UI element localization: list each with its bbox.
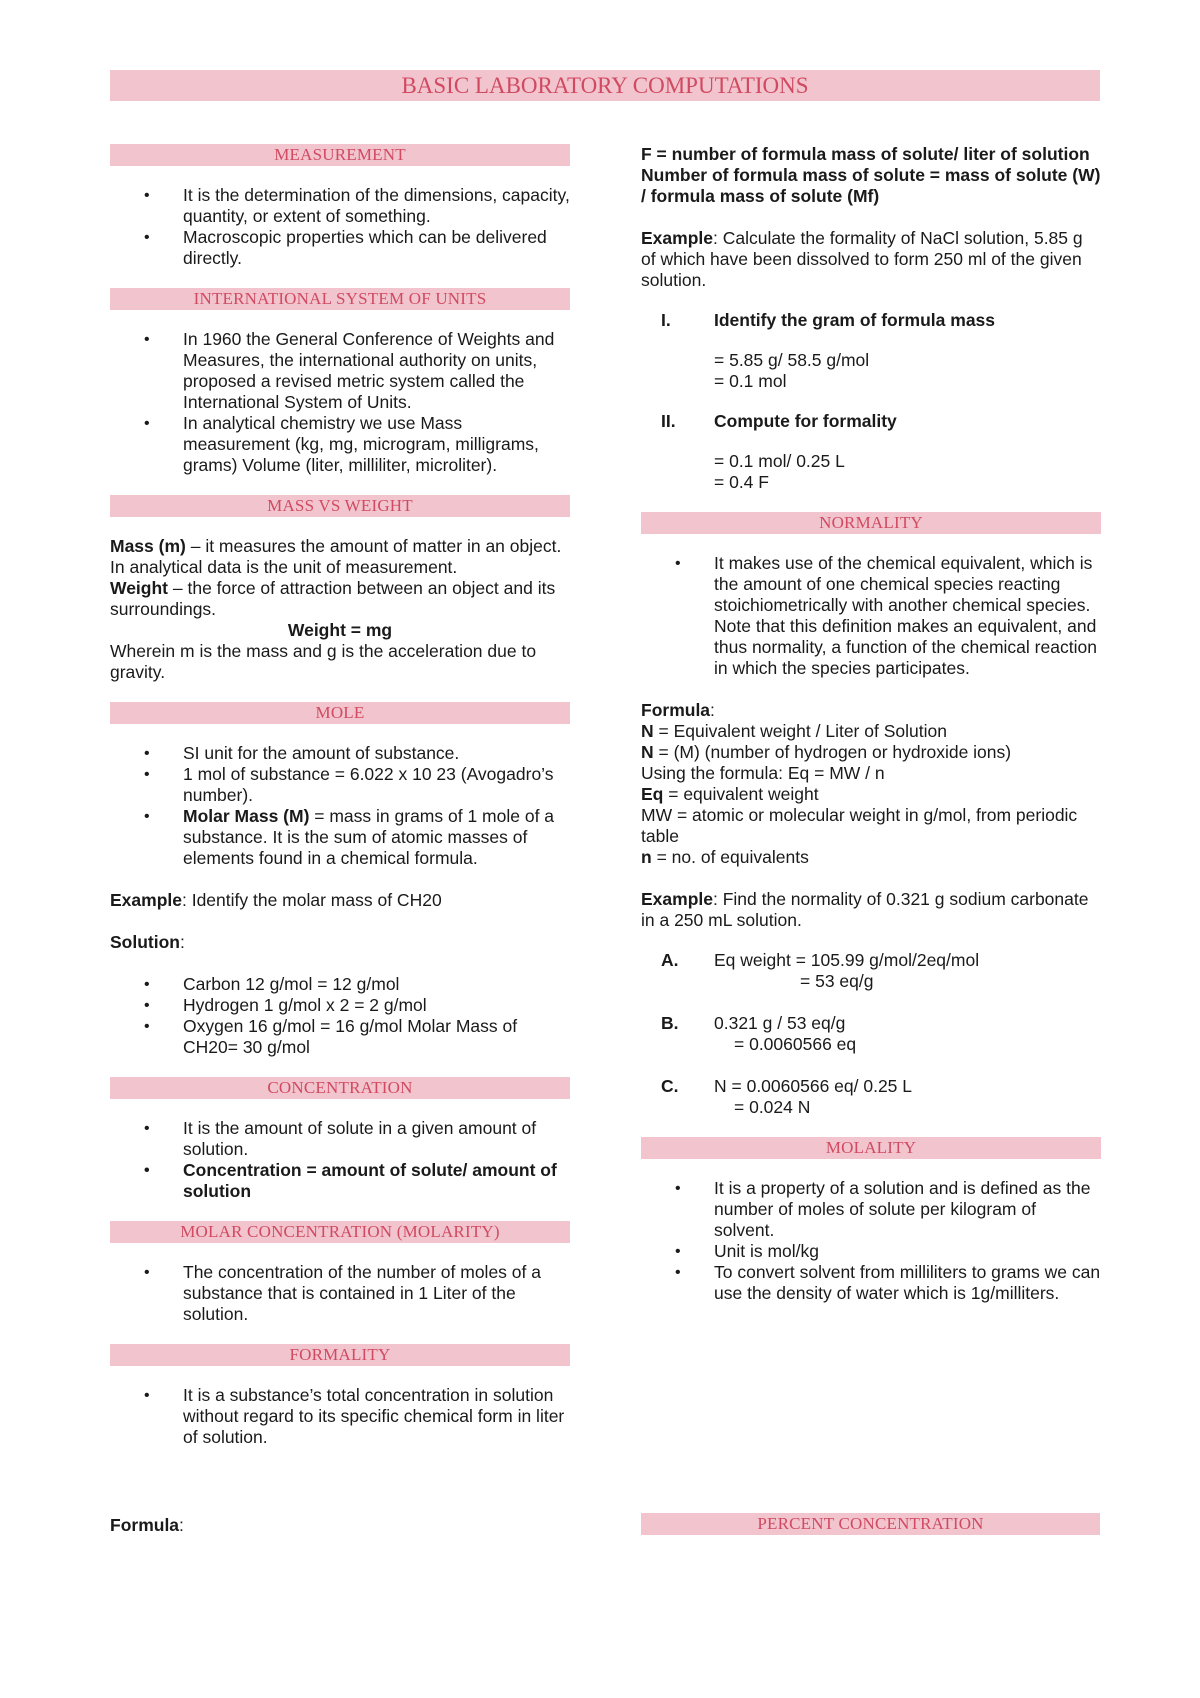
mole-solution-list (110, 974, 570, 1058)
example-label: Example (110, 890, 182, 910)
variable-label: N (641, 742, 654, 762)
list-item: • To convert solvent from milliliters to grams we can use the density of water which is 1g/milliters. (714, 1262, 1101, 1304)
variable-label: Eq (641, 784, 664, 804)
formula-text: = Equivalent weight / Liter of Solution (653, 721, 947, 741)
normality-formula-line (641, 721, 1101, 742)
molar-mass-label: Molar Mass (M) (183, 806, 310, 826)
weight-note: Wherein m is the mass and g is the acceleration due to gravity. (110, 641, 537, 682)
variable-label: n (641, 847, 652, 867)
weight-definition (110, 578, 570, 620)
formality-formula-line: Number of formula mass of solute = mass of solute (W) / formula mass of solute (Mf) (641, 165, 1101, 206)
list-item: • Oxygen 16 g/mol = 16 g/mol Molar Mass of CH20= 30 g/mol (183, 1016, 570, 1058)
step-number: B. (661, 1013, 679, 1033)
weight-text: – the force of attraction between an object and its surroundings. (110, 578, 556, 619)
step-line: = 0.0060566 eq (734, 1034, 857, 1054)
list-item: • SI unit for the amount of substance. (183, 743, 570, 764)
normality-step-a (641, 950, 1101, 992)
normality-list (641, 553, 1101, 679)
step-line: = 53 eq/g (800, 971, 874, 991)
formality-step-2 (641, 411, 1101, 493)
formula-text: = equivalent weight (663, 784, 819, 804)
normality-example (641, 889, 1101, 931)
section-heading-percent-concentration: PERCENT CONCENTRATION (641, 1513, 1100, 1535)
step-line: = 0.1 mol/ 0.25 L (714, 451, 845, 471)
example-text: : Find the normality of 0.321 g sodium carbonate in a 250 mL solution. (641, 889, 1089, 930)
formality-step-1 (641, 310, 1101, 392)
list-item: • Hydrogen 1 g/mol x 2 = 2 g/mol (183, 995, 570, 1016)
list-item: • It is a property of a solution and is defined as the number of moles of solute per kilogram of solvent. (714, 1178, 1101, 1241)
section-heading-concentration: CONCENTRATION (110, 1077, 570, 1099)
section-heading-molality: MOLALITY (641, 1137, 1101, 1159)
mass-definition (110, 536, 570, 578)
formality-formula-line: F = number of formula mass of solute/ liter of solution (641, 144, 1090, 164)
section-heading-formality: FORMALITY (110, 1344, 570, 1366)
mass-text: – it measures the amount of matter in an object. In analytical data is the unit of measurement. (110, 536, 562, 577)
mole-example (110, 890, 570, 911)
formula-label: Formula (110, 1515, 180, 1535)
section-heading-mole: MOLE (110, 702, 570, 724)
list-item: • Macroscopic properties which can be delivered directly. (183, 227, 570, 269)
normality-formula-line (641, 784, 1101, 805)
list-item: • 1 mol of substance = 6.022 x 10 23 (Avogadro’s number). (183, 764, 570, 806)
normality-formula-line (641, 742, 1101, 763)
step-title: Identify the gram of formula mass (714, 310, 996, 330)
mole-solution-heading (110, 932, 570, 953)
list-item: • Unit is mol/kg (714, 1241, 1101, 1262)
formula-colon: : (179, 1515, 184, 1535)
page-title: BASIC LABORATORY COMPUTATIONS (110, 70, 1100, 101)
section-heading-mass-vs-weight: MASS VS WEIGHT (110, 495, 570, 517)
normality-formula-heading (641, 700, 1101, 721)
list-item: • In analytical chemistry we use Mass measurement (kg, mg, microgram, milligrams, grams) Volume (liter, milliliter, microliter). (183, 413, 570, 476)
formality-list (110, 1385, 570, 1448)
molarity-list (110, 1262, 570, 1325)
example-text: : Identify the molar mass of CH20 (181, 890, 442, 910)
weight-equation: Weight = mg (287, 620, 393, 640)
formula-text: = (M) (number of hydrogen or hydroxide ions) (653, 742, 1012, 762)
step-line: = 5.85 g/ 58.5 g/mol (714, 350, 870, 370)
formality-formula-heading (110, 1515, 184, 1536)
step-number: II. (661, 411, 676, 431)
mass-label: Mass (m) (110, 536, 186, 556)
step-number: A. (661, 950, 679, 970)
step-line: = 0.1 mol (714, 371, 787, 391)
mole-list (110, 743, 570, 869)
example-label: Example (641, 889, 713, 909)
list-item: • It is the amount of solute in a given amount of solution. (183, 1118, 570, 1160)
list-item: • It makes use of the chemical equivalent, which is the amount of one chemical species reacting stoichiometrically with another chemical species. Note that this definition makes an equivalent, and thus normality, a function of the chemical reaction in which the species participates. (714, 553, 1101, 679)
list-item: • In 1960 the General Conference of Weights and Measures, the international authority on units, proposed a revised metric system called the International System of Units. (183, 329, 570, 413)
section-heading-molarity: MOLAR CONCENTRATION (MOLARITY) (110, 1221, 570, 1243)
molality-list (641, 1178, 1101, 1304)
normality-step-c (641, 1076, 1101, 1118)
list-item: • It is a substance’s total concentration in solution without regard to its specific chemical form in liter of solution. (183, 1385, 570, 1448)
step-line: = 0.4 F (714, 472, 769, 492)
si-units-list (110, 329, 570, 476)
example-label: Example (641, 228, 713, 248)
variable-label: N (641, 721, 654, 741)
step-line: N = 0.0060566 eq/ 0.25 L (714, 1076, 913, 1096)
section-heading-si-units: INTERNATIONAL SYSTEM OF UNITS (110, 288, 570, 310)
step-title: Compute for formality (714, 411, 897, 431)
step-line: Eq weight = 105.99 g/mol/2eq/mol (714, 950, 980, 970)
normality-formula-line (641, 847, 1101, 868)
weight-label: Weight (110, 578, 169, 598)
list-item: • Carbon 12 g/mol = 12 g/mol (183, 974, 570, 995)
step-number: I. (661, 310, 671, 330)
formula-text: = no. of equivalents (651, 847, 809, 867)
normality-step-b (641, 1013, 1101, 1055)
step-line: 0.321 g / 53 eq/g (714, 1013, 846, 1033)
normality-formula-line: MW = atomic or molecular weight in g/mol, from periodic table (641, 805, 1078, 846)
concentration-list (110, 1118, 570, 1202)
section-heading-measurement: MEASUREMENT (110, 144, 570, 166)
step-number: C. (661, 1076, 679, 1096)
solution-colon: : (179, 932, 185, 952)
list-item: • It is the determination of the dimensions, capacity, quantity, or extent of something. (183, 185, 570, 227)
list-item: • Concentration = amount of solute/ amount of solution (183, 1160, 570, 1202)
molar-mass-text: = mass in grams of 1 mole of a substance. It is the sum of atomic masses of elements found in a chemical formula. (183, 806, 555, 868)
right-column (641, 144, 1101, 1304)
measurement-list (110, 185, 570, 269)
list-item (183, 806, 570, 869)
left-column (110, 144, 570, 1448)
formula-colon: : (710, 700, 715, 720)
step-line: = 0.024 N (734, 1097, 811, 1117)
formula-label: Formula (641, 700, 711, 720)
solution-label: Solution (110, 932, 180, 952)
section-heading-normality: NORMALITY (641, 512, 1101, 534)
list-item: • The concentration of the number of moles of a substance that is contained in 1 Liter of the solution. (183, 1262, 570, 1325)
normality-formula-line: Using the formula: Eq = MW / n (641, 763, 885, 783)
formality-example (641, 228, 1101, 291)
example-text: : Calculate the formality of NaCl solution, 5.85 g of which have been dissolved to form 250 ml of the given solution. (641, 228, 1083, 290)
